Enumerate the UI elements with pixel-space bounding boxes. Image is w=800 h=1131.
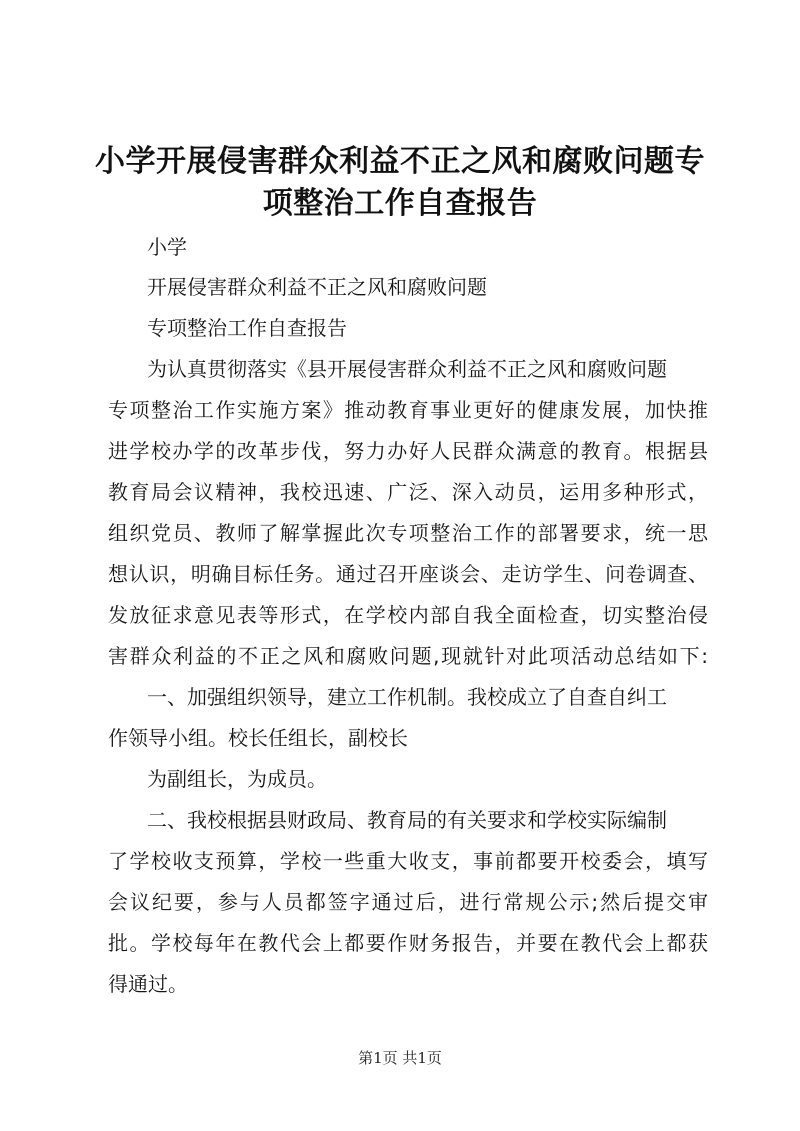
body-line: 想认识，明确目标任务。通过召开座谈会、走访学生、问卷调查、 (108, 562, 708, 586)
body-line: 了学校收支预算，学校一些重大收支，事前都要开校委会，填写 (108, 849, 708, 873)
body-line: 作领导小组。校长任组长，副校长 (108, 726, 408, 750)
document-title-line-2: 项整治工作自查报告 (262, 186, 538, 221)
body-line: 专项整治工作自查报告 (147, 316, 347, 340)
body-line: 组织党员、教师了解掌握此次专项整治工作的部署要求，统一思 (108, 521, 708, 545)
body-line: 批。学校每年在教代会上都要作财务报告，并要在教代会上都获 (108, 931, 708, 955)
body-line: 进学校办学的改革步伐，努力办好人民群众满意的教育。根据县 (108, 439, 708, 463)
body-line: 得通过。 (108, 972, 188, 996)
body-line: 害群众利益的不正之风和腐败问题,现就针对此项活动总结如下: (108, 644, 708, 668)
document-title-line-1: 小学开展侵害群众利益不正之风和腐败问题专 (95, 144, 705, 179)
body-line: 为认真贯彻落实《县开展侵害群众利益不正之风和腐败问题 (147, 357, 667, 381)
body-line: 小学 (147, 235, 187, 259)
body-line: 发放征求意见表等形式，在学校内部自我全面检查，切实整治侵 (108, 603, 708, 627)
body-line: 一、加强组织领导，建立工作机制。我校成立了自查自纠工 (147, 685, 667, 709)
body-line: 会议纪要，参与人员都签字通过后，进行常规公示;然后提交审 (108, 890, 708, 914)
body-line: 开展侵害群众利益不正之风和腐败问题 (147, 275, 487, 299)
body-line: 为副组长，为成员。 (147, 767, 327, 791)
body-line: 专项整治工作实施方案》推动教育事业更好的健康发展，加快推 (108, 398, 708, 422)
body-line: 教育局会议精神，我校迅速、广泛、深入动员，运用多种形式， (108, 480, 708, 504)
page-footer: 第1页 共1页 (358, 1049, 442, 1067)
body-line: 二、我校根据县财政局、教育局的有关要求和学校实际编制 (147, 808, 667, 832)
